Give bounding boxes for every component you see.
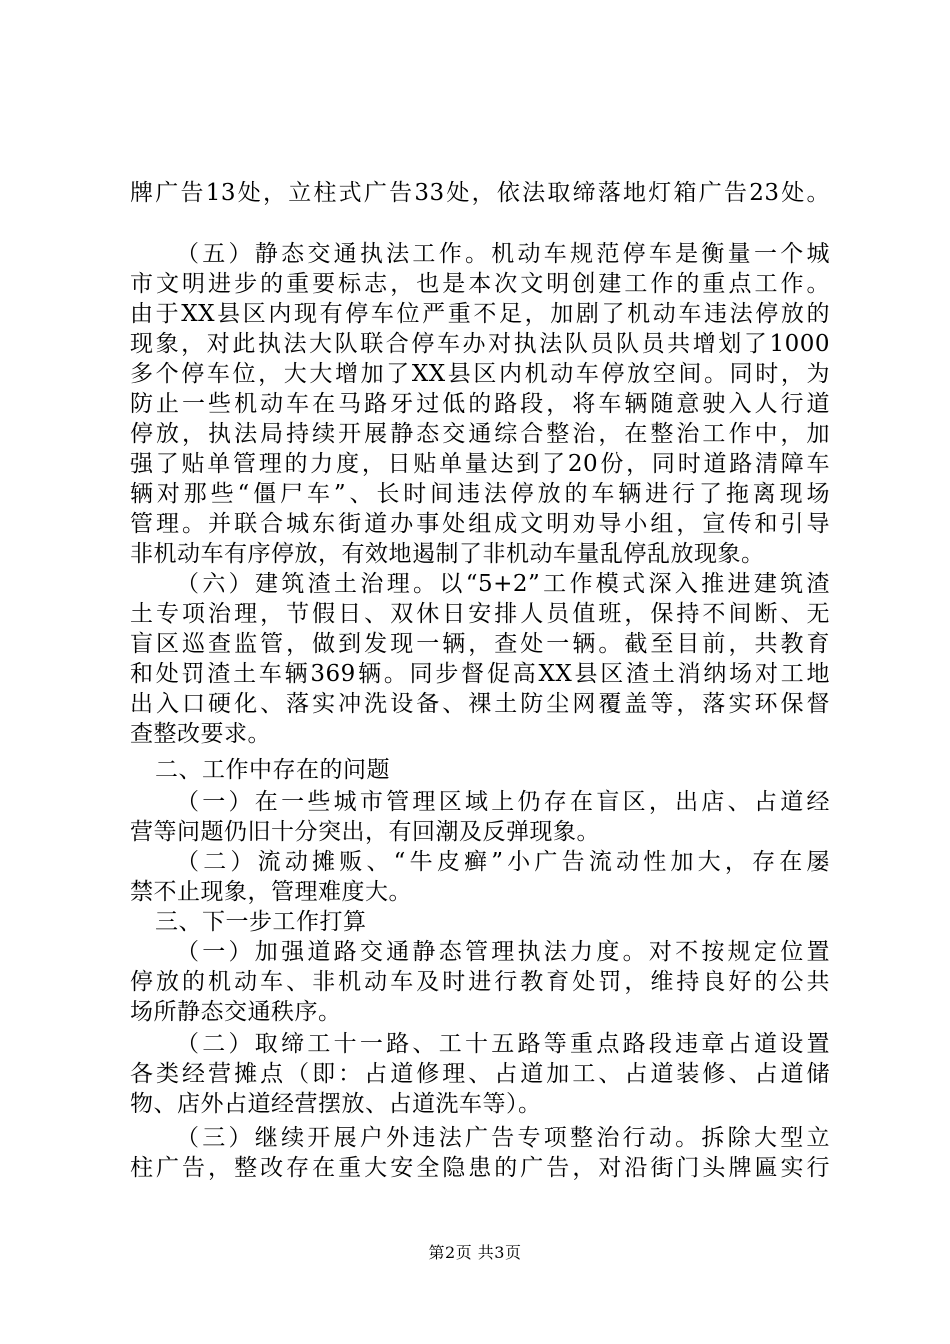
section-heading: 三、下一步工作打算: [155, 909, 367, 935]
page-footer: 第2页 共3页: [428, 1243, 522, 1262]
text-line: 牌广告13处，立柱式广告33处，依法取缔落地灯箱广告23处。: [130, 180, 830, 206]
paragraph-start: （一）加强道路交通静态管理执法力度。对不按规定位置: [176, 939, 830, 965]
text-line: 禁不止现象，管理难度大。: [130, 879, 412, 905]
text-line: 盲区巡查监管，做到发现一辆，查处一辆。截至目前，共教育: [130, 631, 830, 657]
text-line: 查整改要求。: [130, 721, 271, 747]
paragraph-start: （三）继续开展户外违法广告专项整治行动。拆除大型立: [176, 1125, 830, 1151]
text-line: 场所静态交通秩序。: [130, 999, 342, 1025]
text-line: 营等问题仍旧十分突出，有回潮及反弹现象。: [130, 819, 600, 845]
paragraph-start: （五）静态交通执法工作。机动车规范停车是衡量一个城: [176, 241, 830, 267]
text-line: 强了贴单管理的力度，日贴单量达到了20份，同时道路清障车: [130, 451, 830, 477]
text-line: 现象，对此执法大队联合停车办对执法队员队员共增划了1000: [130, 331, 830, 357]
text-line: 停放，执法局持续开展静态交通综合整治，在整治工作中，加: [130, 421, 830, 447]
text-line: 由于XX县区内现有停车位严重不足，加剧了机动车违法停放的: [130, 301, 830, 327]
text-line: 非机动车有序停放，有效地遏制了非机动车量乱停乱放现象。: [130, 541, 765, 567]
text-line: 出入口硬化、落实冲洗设备、裸土防尘网覆盖等，落实环保督: [130, 691, 830, 717]
text-line: 土专项治理，节假日、双休日安排人员值班，保持不间断、无: [130, 601, 830, 627]
section-heading: 二、工作中存在的问题: [155, 757, 390, 783]
text-line: 多个停车位，大大增加了XX县区内机动车停放空间。同时，为: [130, 361, 830, 387]
text-line: 停放的机动车、非机动车及时进行教育处罚，维持良好的公共: [130, 969, 830, 995]
paragraph-start: （二）流动摊贩、“牛皮癣”小广告流动性加大，存在屡: [176, 849, 830, 875]
paragraph-start: （一）在一些城市管理区域上仍存在盲区，出店、占道经: [176, 789, 830, 815]
text-line: 市文明进步的重要标志，也是本次文明创建工作的重点工作。: [130, 271, 830, 297]
text-line: 柱广告，整改存在重大安全隐患的广告，对沿街门头牌匾实行: [130, 1155, 830, 1181]
text-line: 辆对那些“僵尸车”、长时间违法停放的车辆进行了拖离现场: [130, 481, 830, 507]
paragraph-start: （六）建筑渣土治理。以“5+2”工作模式深入推进建筑渣: [176, 571, 830, 597]
text-line: 管理。并联合城东街道办事处组成文明劝导小组，宣传和引导: [130, 511, 830, 537]
text-line: 各类经营摊点（即：占道修理、占道加工、占道装修、占道储: [130, 1061, 830, 1087]
paragraph-start: （二）取缔工十一路、工十五路等重点路段违章占道设置: [176, 1031, 830, 1057]
text-line: 和处罚渣土车辆369辆。同步督促高XX县区渣土消纳场对工地: [130, 661, 830, 687]
text-line: 物、店外占道经营摆放、占道洗车等）。: [130, 1091, 542, 1117]
text-line: 防止一些机动车在马路牙过低的路段，将车辆随意驶入人行道: [130, 391, 830, 417]
